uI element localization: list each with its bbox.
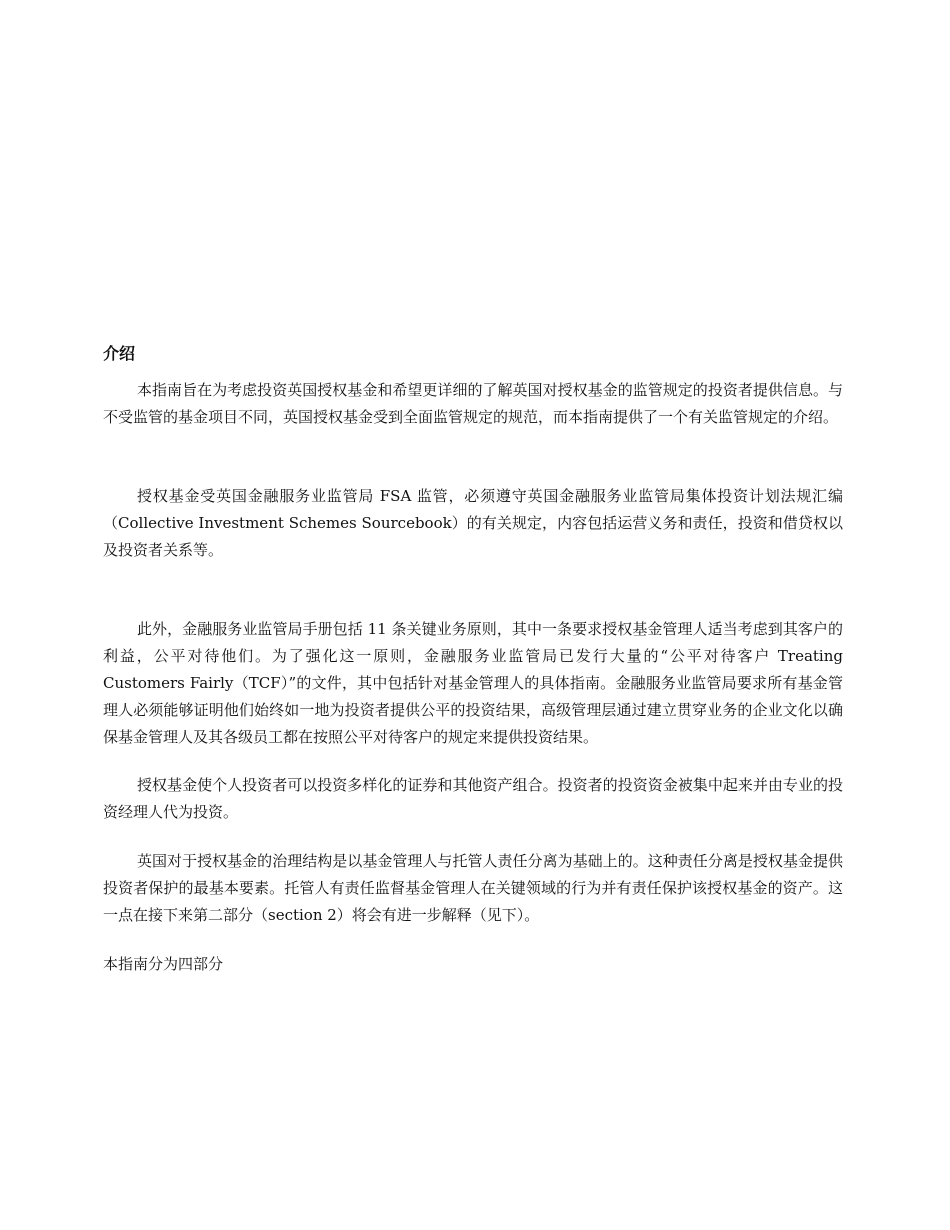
paragraph-tcf-principles: 此外，金融服务业监管局手册包括 11 条关键业务原则，其中一条要求授权基金管理人适当考虑到其客户的利益，公平对待他们。为了强化这一原则，金融服务业监管局已发行大量的“公平对待客户 Treating Customers Fairly（TCF）”的文件，其中包括针对基金管理人的具体指南。金融服务业监管局要求所有基金管理人必须能够证明他们始终如一地为投资者提供公平的投资结果，高级管理层通过建立贯穿业务的企业文化以确保基金管理人及其各级员工都在按照公平对待客户的规定来提供投资结果。: [103, 620, 843, 746]
section-heading: 介绍: [103, 344, 136, 363]
paragraph-purpose: 本指南旨在为考虑投资英国授权基金和希望更详细的了解英国对授权基金的监管规定的投资者提供信息。与不受监管的基金项目不同，英国授权基金受到全面监管规定的规范，而本指南提供了一个有关监管规定的介绍。: [103, 381, 843, 426]
closing-line: 本指南分为四部分: [103, 955, 224, 973]
paragraph-fsa-regulation: 授权基金受英国金融服务业监管局 FSA 监管，必须遵守英国金融服务业监管局集体投资计划法规汇编（Collective Investment Schemes Sourcebook）的有关规定，内容包括运营义务和责任，投资和借贷权以及投资者关系等。: [103, 487, 843, 559]
document-body: [103, 341, 843, 978]
paragraph-governance: 英国对于授权基金的治理结构是以基金管理人与托管人责任分离为基础上的。这种责任分离是授权基金提供投资者保护的最基本要素。托管人有责任监督基金管理人在关键领域的行为并有责任保护该授权基金的资产。这一点在接下来第二部分（section 2）将会有进一步解释（见下）。: [103, 852, 843, 924]
paragraph-diversification: 授权基金使个人投资者可以投资多样化的证券和其他资产组合。投资者的投资资金被集中起来并由专业的投资经理人代为投资。: [103, 776, 843, 821]
